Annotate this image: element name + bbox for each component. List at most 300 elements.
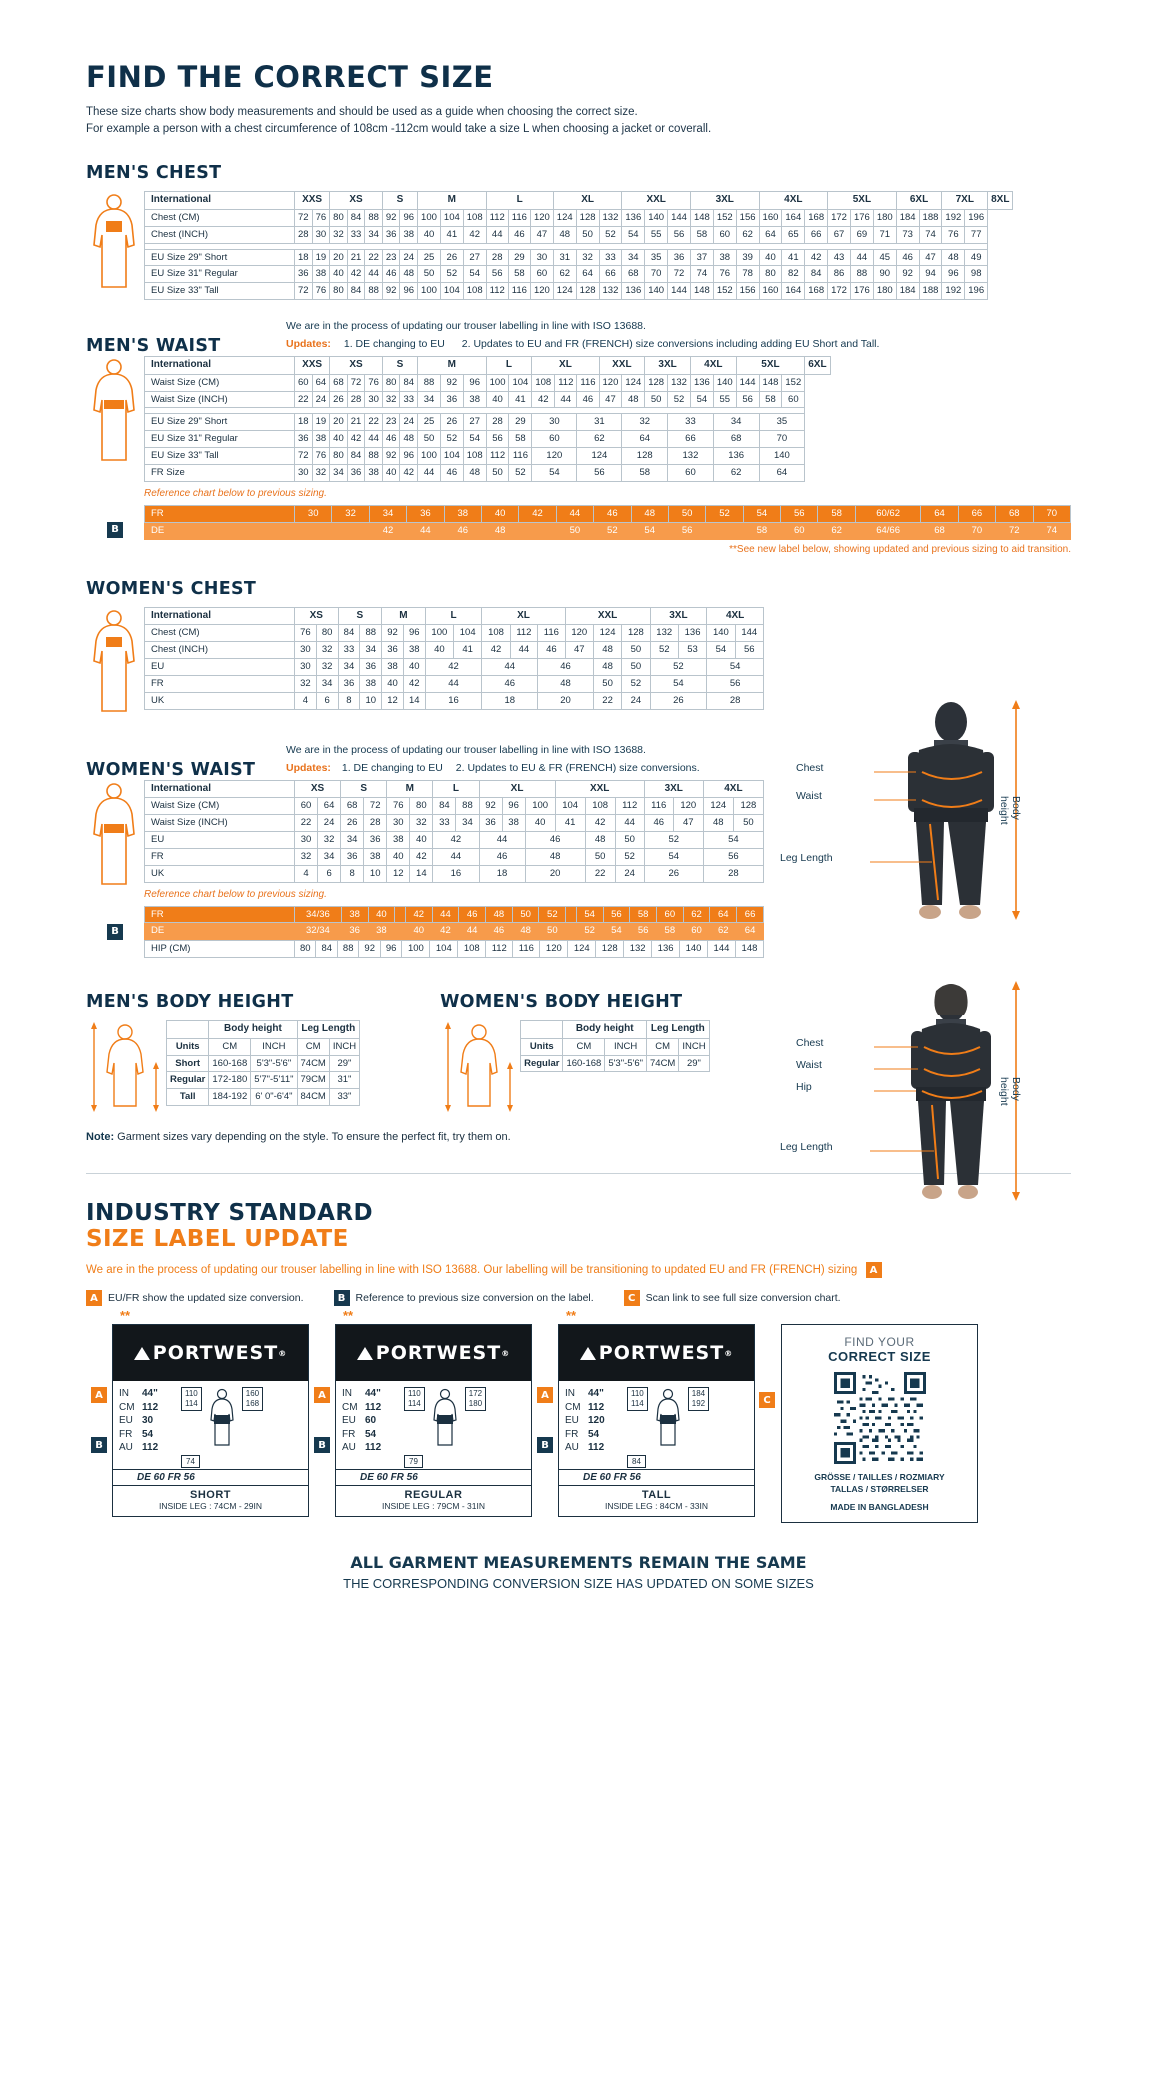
- update-2: 2. Updates to EU & FR (FRENCH) size conversions.: [455, 761, 700, 774]
- cell: 92: [382, 625, 404, 642]
- qr-line-2: CORRECT SIZE: [828, 1349, 931, 1365]
- cell: 80: [330, 283, 348, 300]
- legend-text-c: Scan link to see full size conversion chart.: [645, 1292, 841, 1305]
- cell: 68: [713, 431, 759, 448]
- cell: 132: [668, 448, 714, 465]
- cell: 40: [418, 226, 441, 243]
- cell: 38: [368, 923, 395, 940]
- cell: 46: [896, 249, 919, 266]
- cell: 84: [347, 283, 365, 300]
- value: 110: [408, 1389, 421, 1399]
- value: 54: [365, 1428, 377, 1440]
- cell: 38: [444, 505, 481, 522]
- cell: 36: [295, 266, 313, 283]
- cell: 24: [318, 815, 341, 832]
- qr-code-icon[interactable]: [834, 1372, 926, 1464]
- inseam-box-2: 79: [404, 1455, 423, 1468]
- cell: 100: [418, 448, 441, 465]
- cell: 44: [407, 522, 444, 539]
- cell: 112: [486, 448, 509, 465]
- mens-waist-block: [86, 356, 1071, 499]
- cell: 96: [400, 448, 418, 465]
- mens-previous-sizing-table: [144, 505, 1071, 540]
- page-title: FIND THE CORRECT SIZE: [86, 60, 494, 94]
- industry-title-1: INDUSTRY STANDARD: [86, 1200, 373, 1227]
- cell: 58: [690, 226, 713, 243]
- table-row: [145, 391, 831, 408]
- cell: 160: [759, 209, 782, 226]
- cell: 4XL: [703, 780, 763, 798]
- cell: 37: [690, 249, 713, 266]
- leg-box-2: [404, 1387, 425, 1411]
- cell: 168: [805, 283, 828, 300]
- womens-waist-table: [144, 780, 764, 883]
- cell: 140: [680, 941, 708, 958]
- cell: 40: [410, 831, 433, 848]
- cell: 54: [707, 658, 764, 675]
- womens-body-height-table: [520, 1020, 710, 1072]
- cell: 24: [400, 414, 418, 431]
- cell: 84: [347, 448, 365, 465]
- row-label: EU Size 33" Tall: [145, 448, 295, 465]
- cell: 47: [599, 391, 622, 408]
- cell: XL: [553, 192, 622, 210]
- cell: 132: [624, 941, 652, 958]
- cell: 188: [919, 283, 942, 300]
- cell: S: [341, 780, 387, 798]
- cell: 74: [919, 226, 942, 243]
- cell: 172: [828, 283, 851, 300]
- cell: 43: [828, 249, 851, 266]
- cell: 34: [713, 414, 759, 431]
- cell: 55: [713, 391, 736, 408]
- cell: 70: [645, 266, 668, 283]
- stars-1: **: [120, 1308, 131, 1324]
- cell: 32/34: [295, 923, 342, 940]
- cell: 32: [330, 226, 348, 243]
- cell: 26: [440, 249, 463, 266]
- cell: 8XL: [988, 192, 1013, 210]
- cell: 44: [432, 906, 459, 923]
- key: IN: [342, 1388, 352, 1400]
- table-row: [167, 1089, 360, 1106]
- height-box-2: [465, 1387, 486, 1411]
- cell: 136: [678, 625, 706, 642]
- cell: 54: [631, 522, 668, 539]
- cell: 40: [403, 658, 425, 675]
- cell: 31: [577, 414, 622, 431]
- cell: 76: [312, 283, 330, 300]
- key: FR: [565, 1428, 579, 1440]
- mens-waist-note: We are in the process of updating our trouser labelling in line with ISO 13688.: [286, 320, 646, 333]
- cell: 56: [736, 391, 759, 408]
- cell: 28: [703, 865, 763, 882]
- cell: 50: [593, 675, 621, 692]
- cell: 68: [330, 374, 348, 391]
- cell: XS: [295, 780, 341, 798]
- brand-logo: [134, 1342, 287, 1364]
- cell: 36: [338, 675, 360, 692]
- cell: 4XL: [707, 607, 764, 625]
- cell: 38: [364, 848, 387, 865]
- cell: 144: [735, 625, 763, 642]
- cell: 72: [364, 798, 387, 815]
- male-waist-figure: [86, 356, 144, 471]
- cell: 124: [622, 374, 645, 391]
- cell: 36: [382, 642, 404, 659]
- cell: 52: [650, 658, 707, 675]
- table-row: [145, 941, 764, 958]
- cell: 180: [873, 209, 896, 226]
- cell: 42: [432, 923, 459, 940]
- row-label: Waist Size (CM): [145, 374, 295, 391]
- cell: Units: [521, 1038, 563, 1055]
- cell: L: [425, 607, 482, 625]
- label-brand-header: [336, 1325, 531, 1381]
- cell: 92: [382, 283, 400, 300]
- cell: 78: [736, 266, 759, 283]
- cell: M: [387, 780, 433, 798]
- cell: 46: [594, 505, 631, 522]
- cell: 6: [316, 692, 338, 709]
- cell: 54: [603, 923, 630, 940]
- cell: 58: [759, 391, 782, 408]
- cell: 46: [482, 675, 538, 692]
- cell: 48: [703, 815, 733, 832]
- cell: 34: [316, 675, 338, 692]
- cell: 88: [456, 798, 479, 815]
- cell: 16: [433, 865, 479, 882]
- cell: 108: [458, 941, 486, 958]
- table-row: [145, 283, 1013, 300]
- cell: 48: [553, 226, 576, 243]
- qr-card[interactable]: [781, 1324, 978, 1523]
- cell: 62: [736, 226, 759, 243]
- cell: 32: [312, 465, 330, 482]
- cell: 73: [896, 226, 919, 243]
- cell: 48: [942, 249, 965, 266]
- table-header-row: [145, 780, 764, 798]
- cell: 22: [365, 414, 383, 431]
- cell: 19: [312, 249, 330, 266]
- cell: 68: [996, 505, 1033, 522]
- womens-previous-sizing-table: [144, 906, 764, 941]
- cell: 58: [630, 906, 657, 923]
- cell: 46: [444, 522, 481, 539]
- cell: 3XL: [690, 192, 759, 210]
- cell: 56: [577, 465, 622, 482]
- cell: 20: [538, 692, 594, 709]
- cell: 42: [532, 391, 555, 408]
- cell: 18: [482, 692, 538, 709]
- womens-chest-table: [144, 607, 764, 710]
- mens-waist-reference-caption: Reference chart below to previous sizing.: [144, 487, 327, 499]
- cell: 80: [330, 209, 348, 226]
- cell: 44: [459, 923, 486, 940]
- cell: 38: [463, 391, 486, 408]
- row-label: Chest (INCH): [145, 642, 295, 659]
- cell: INCH: [251, 1038, 297, 1055]
- cell: 144: [736, 374, 759, 391]
- cell: 52: [622, 675, 650, 692]
- cell: 62: [577, 431, 622, 448]
- cell: 104: [430, 941, 458, 958]
- value: 112: [588, 1401, 605, 1413]
- cell: 32: [316, 658, 338, 675]
- cell: 112: [510, 625, 537, 642]
- cell: 132: [599, 283, 622, 300]
- qr-line-4: TALLAS / STØRRELSER: [830, 1484, 929, 1495]
- update-1: 1. DE changing to EU: [341, 761, 443, 774]
- cell: 128: [576, 283, 599, 300]
- de-fr-row-2: DE 60 FR 56: [336, 1469, 531, 1485]
- legend-item-b: [334, 1290, 594, 1306]
- cell: 56: [486, 431, 509, 448]
- cell: XS: [330, 192, 383, 210]
- cell: CM: [563, 1038, 605, 1055]
- cell: 86: [828, 266, 851, 283]
- cell: 192: [942, 209, 965, 226]
- cell: 92: [896, 266, 919, 283]
- value: 44": [365, 1388, 381, 1400]
- cell: 18: [295, 249, 313, 266]
- cell: 76: [312, 448, 330, 465]
- value: 110: [185, 1389, 198, 1399]
- update-2: 2. Updates to EU and FR (FRENCH) size conversions including adding EU Short and Tall.: [461, 338, 880, 351]
- cell: 46: [479, 848, 525, 865]
- cell: 136: [690, 374, 713, 391]
- cell: 52: [440, 431, 463, 448]
- cell: 46: [508, 226, 530, 243]
- cell: 184-192: [209, 1089, 251, 1106]
- cell: 112: [486, 209, 508, 226]
- industry-lead-text: We are in the process of updating our trouser labelling in line with ISO 13688. Our labelling will be transitioning to updated EU and FR (FRENCH) sizing: [86, 1264, 858, 1277]
- cell: 30: [295, 658, 317, 675]
- cell: M: [382, 607, 426, 625]
- cell: 60: [713, 226, 736, 243]
- table-row: [145, 798, 764, 815]
- cell: 148: [690, 283, 713, 300]
- cell: 40: [382, 675, 404, 692]
- cell: 42: [585, 815, 615, 832]
- cell: 92: [440, 374, 463, 391]
- cell: 64: [312, 374, 330, 391]
- cell: 33: [599, 249, 622, 266]
- cell: 7XL: [942, 192, 988, 210]
- leg-box-1: [181, 1387, 202, 1411]
- cell: 64: [921, 505, 958, 522]
- table-row: [521, 1038, 710, 1055]
- cell: 6XL: [805, 357, 830, 375]
- de-fr-row-1: DE 60 FR 56: [113, 1469, 308, 1485]
- cell: 36: [479, 815, 502, 832]
- cell: 31: [553, 249, 576, 266]
- mens-waist-title: MEN'S WAIST: [86, 336, 221, 357]
- legend: [86, 1290, 1071, 1306]
- key: EU: [342, 1415, 356, 1427]
- cell: 35: [759, 414, 805, 431]
- cell: 25: [418, 249, 441, 266]
- cell: 27: [463, 414, 486, 431]
- cell: 58: [508, 266, 530, 283]
- cell: 120: [530, 283, 553, 300]
- value: 112: [588, 1442, 605, 1454]
- cell: 52: [539, 906, 566, 923]
- cell: 116: [538, 625, 565, 642]
- cell: 80: [759, 266, 782, 283]
- cell: 34/36: [295, 906, 342, 923]
- cell: XL: [532, 357, 599, 375]
- label-footer-1: [113, 1485, 308, 1516]
- callout-waist-female: Waist: [796, 1059, 822, 1071]
- cell: 64: [710, 906, 737, 923]
- cell: 74CM: [297, 1055, 329, 1072]
- table-row: [145, 815, 764, 832]
- cell: 76: [312, 209, 330, 226]
- key: AU: [342, 1442, 356, 1454]
- cell: 140: [707, 625, 735, 642]
- cell: 52: [594, 522, 631, 539]
- womens-chest-title: WOMEN'S CHEST: [86, 578, 257, 599]
- cell: 172-180: [209, 1072, 251, 1089]
- cell: 140: [759, 448, 805, 465]
- cell: 120: [530, 209, 553, 226]
- cell: 26: [440, 414, 463, 431]
- cell: 72: [295, 209, 313, 226]
- key: FR: [342, 1428, 356, 1440]
- cell: 32: [318, 831, 341, 848]
- cell: 41: [509, 391, 532, 408]
- table-row: [145, 448, 831, 465]
- cell: 188: [919, 209, 942, 226]
- cell: 16: [425, 692, 482, 709]
- cell: 47: [565, 642, 593, 659]
- cell: 22: [365, 249, 383, 266]
- cell: 46: [577, 391, 599, 408]
- cell: 42: [347, 431, 365, 448]
- inside-leg: INSIDE LEG : 84CM - 33IN: [605, 1501, 708, 1512]
- cell: 12: [387, 865, 410, 882]
- brand-logo: [580, 1342, 733, 1364]
- cell: 52: [650, 642, 678, 659]
- value: 112: [365, 1442, 382, 1454]
- cell: 4XL: [759, 192, 828, 210]
- table-header-row: [145, 357, 831, 375]
- cell: 40: [425, 642, 453, 659]
- cell: 164: [782, 283, 805, 300]
- cell: 24: [312, 391, 330, 408]
- table-row: [145, 249, 1013, 266]
- cell: 20: [330, 249, 348, 266]
- cell: 34: [338, 658, 360, 675]
- stars-3: **: [566, 1308, 577, 1324]
- cell: 34: [622, 249, 645, 266]
- cell: 164: [782, 209, 805, 226]
- table-row: [145, 642, 764, 659]
- cell: 22: [295, 815, 318, 832]
- cell: 140: [645, 283, 668, 300]
- cell: 40: [481, 505, 518, 522]
- cell: 104: [454, 625, 482, 642]
- cell: 42: [405, 906, 432, 923]
- female-height-figure: [440, 1020, 520, 1117]
- cell: 80: [295, 941, 316, 958]
- cell: 60: [532, 431, 577, 448]
- cell: 62: [710, 923, 737, 940]
- cell: 5'3"-5'6": [251, 1055, 297, 1072]
- cell: 26: [341, 815, 364, 832]
- cell: 8: [338, 692, 360, 709]
- leg-box-3: [627, 1387, 648, 1411]
- cell: 184: [896, 209, 919, 226]
- cell: 21: [347, 414, 365, 431]
- fit-name: TALL: [641, 1489, 672, 1502]
- row-label: EU Size 33" Tall: [145, 283, 295, 300]
- cell: 80: [316, 625, 338, 642]
- cell: 6XL: [896, 192, 942, 210]
- cell: 160-168: [209, 1055, 251, 1072]
- row-label: Regular: [167, 1072, 209, 1089]
- cell: 128: [622, 625, 650, 642]
- cell: 34: [341, 831, 364, 848]
- cell: INCH: [679, 1038, 709, 1055]
- cell: 4XL: [690, 357, 736, 375]
- cell: 50: [733, 815, 763, 832]
- cell: INCH: [605, 1038, 647, 1055]
- cell: 76: [365, 374, 383, 391]
- cell: 48: [525, 848, 585, 865]
- cell: 50: [418, 266, 441, 283]
- cell: Leg Length: [297, 1021, 360, 1039]
- cell: 60: [656, 906, 683, 923]
- cell: 148: [735, 941, 763, 958]
- cell: 112: [486, 941, 513, 958]
- cell: 76: [387, 798, 410, 815]
- cell: 128: [622, 448, 668, 465]
- label-figure-2: [427, 1387, 463, 1451]
- brand-reg: ®: [501, 1348, 511, 1358]
- mens-waist-footnote: **See new label below, showing updated and previous sizing to aid transition.: [729, 543, 1071, 555]
- cell: 44: [850, 249, 873, 266]
- label-figure-1: [204, 1387, 240, 1451]
- cell: 26: [330, 391, 348, 408]
- cell: 54: [743, 505, 780, 522]
- cell: 46: [538, 658, 594, 675]
- cell: 56: [781, 505, 818, 522]
- womens-body-height-block: [440, 992, 710, 1117]
- value: 168: [245, 1399, 260, 1409]
- cell: 58: [656, 923, 683, 940]
- cell: CM: [297, 1038, 329, 1055]
- cell: 60: [782, 391, 805, 408]
- cell: 98: [965, 266, 988, 283]
- cell: 47: [530, 226, 553, 243]
- cell: 94: [919, 266, 942, 283]
- table-row: [145, 414, 831, 431]
- cell: 104: [509, 374, 532, 391]
- cell: 156: [736, 209, 759, 226]
- mens-chest-block: [86, 191, 1071, 300]
- footer-line-1: ALL GARMENT MEASUREMENTS REMAIN THE SAME: [350, 1553, 807, 1572]
- cell: 23: [382, 249, 400, 266]
- cell: [167, 1021, 209, 1039]
- cell: 40: [368, 906, 395, 923]
- mens-waist-table: [144, 356, 831, 482]
- cell: 100: [402, 941, 430, 958]
- cell: 40: [330, 266, 348, 283]
- badge-c: C: [624, 1290, 640, 1306]
- cell: M: [418, 192, 487, 210]
